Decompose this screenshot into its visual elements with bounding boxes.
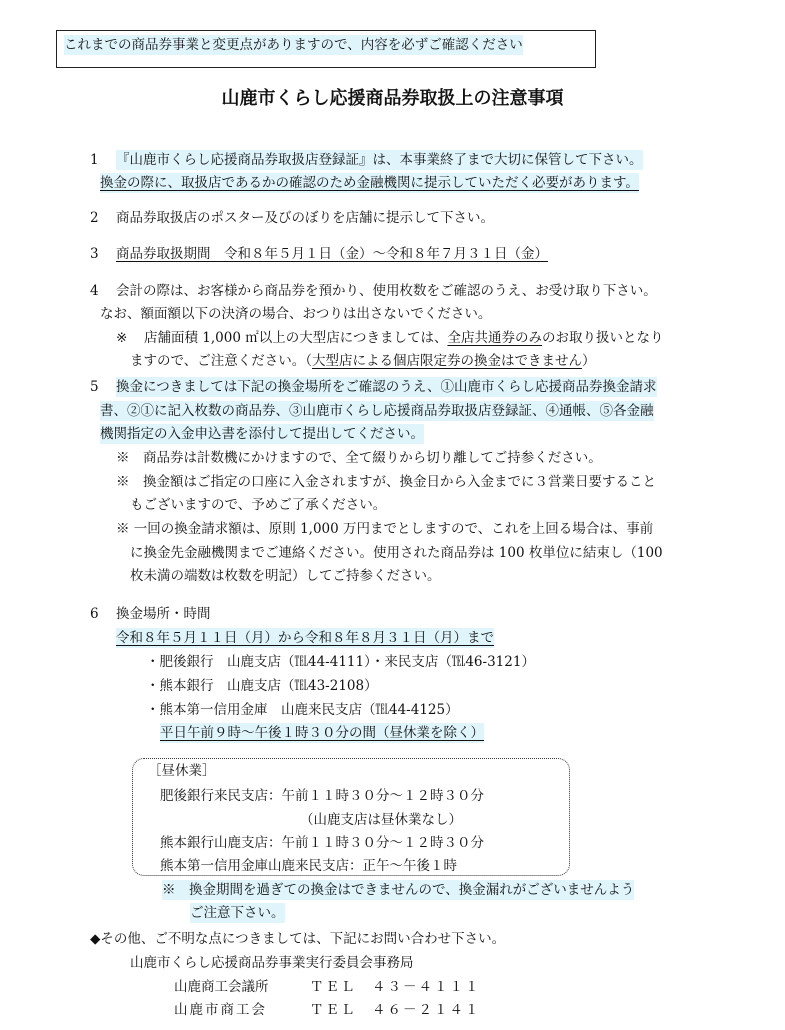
- lunch-line1-note: （山鹿支店は昼休業なし）: [300, 812, 462, 828]
- item1-number: 1: [90, 152, 99, 168]
- lunch-line3: 熊本第一信用金庫山鹿来民支店：正午～午後１時: [160, 858, 457, 874]
- item6-bank1: ・肥後銀行 山鹿支店（℡44-4111）・来民支店（℡46-3121）: [146, 654, 535, 670]
- item4-note-a: 店舗面積 1,000 ㎡以上の大型店につきましては、: [144, 330, 448, 346]
- item4-note-d: ますので、ご注意ください。（: [130, 353, 312, 369]
- item1-line1: 『山鹿市くらし応援商品券取扱店登録証』は、本事業終了まで大切に保管して下さい。: [116, 152, 643, 168]
- item2-number: 2: [90, 210, 99, 226]
- item4-line2: なお、額面額以下の決済の場合、おつりは出さないでください。: [100, 306, 492, 322]
- item4-note-mark: ※: [116, 330, 128, 346]
- item6-period: 令和８年５月１１日（月）から令和８年８月３１日（月）まで: [116, 630, 494, 646]
- item5-note3-line1: ※ 一回の換金請求額は、原則 1,000 万円までとしますので、これを上回る場合は、事前: [116, 521, 654, 537]
- lunch-line2: 熊本銀行山鹿支店：午前１１時３０分～１２時３０分: [160, 835, 484, 851]
- item3-text: 商品券取扱期間 令和８年５月１日（金）～令和８年７月３１日（金）: [116, 246, 548, 262]
- contact1-tel: ＴＥＬ ４３－４１１１: [310, 979, 481, 995]
- warning-line1: ※ 換金期間を過ぎての換金はできませんので、換金漏れがございませんよう: [162, 882, 635, 898]
- item5-note2-line2: もございますので、予めご了承ください。: [130, 497, 387, 513]
- item4-number: 4: [90, 283, 99, 299]
- lunch-line1: 肥後銀行来民支店：午前１１時３０分～１２時３０分: [160, 788, 484, 804]
- item6-number: 6: [90, 606, 99, 622]
- contact2-tel: ＴＥＬ ４６－２１４１: [310, 1002, 481, 1018]
- notice-text: これまでの商品券事業と変更点がありますので、内容を必ずご確認ください: [64, 37, 523, 53]
- item5-line3: 機関指定の入金申込書を添付して提出してください。: [100, 426, 424, 442]
- item5-note3-line2: に換金先金融機関までご連絡ください。使用された商品券は 100 枚単位に結束し（100: [130, 545, 663, 561]
- item4-note-b: 全店共通券のみ: [447, 330, 542, 346]
- item3-number: 3: [90, 246, 99, 262]
- contact1-name: 山鹿商工会議所: [174, 979, 269, 995]
- item1-line2: 換金の際に、取扱店であるかの確認のため金融機関に提示していただく必要があります。: [100, 175, 639, 191]
- lunch-label: ［昼休業］: [148, 763, 216, 779]
- item6-heading: 換金場所・時間: [116, 606, 211, 622]
- item4-note-line2: [130, 351, 595, 371]
- item6-hours: 平日午前９時～午後１時３０分の間（昼休業を除く）: [160, 725, 484, 741]
- item5-line2: 書、②①に記入枚数の商品券、③山鹿市くらし応援商品券取扱店登録証、④通帳、⑤各金融: [100, 403, 654, 419]
- item5-line1: 換金につきましては下記の換金場所をご確認のうえ、①山鹿市くらし応援商品券換金請求: [116, 379, 657, 395]
- warning-line2: ご注意下さい。: [190, 905, 285, 921]
- item5-note2-line1: ※ 換金額はご指定の口座に入金されますが、換金日から入金までに３営業日要すること: [116, 474, 656, 490]
- item4-note-e: 大型店による個店限定券の換金はできません: [311, 353, 582, 369]
- page-title: 山鹿市くらし応援商品券取扱上の注意事項: [221, 88, 564, 109]
- item4-note-f: ）: [581, 353, 596, 369]
- contact2-name: 山鹿市商工会: [174, 1002, 267, 1018]
- inquiry-text: ◆その他、ご不明な点につきましては、下記にお問い合わせ下さい。: [90, 931, 506, 947]
- item5-number: 5: [90, 379, 99, 395]
- item6-bank2: ・熊本銀行 山鹿支店（℡43-2108）: [146, 678, 378, 694]
- item5-note3-line3: 枚未満の端数は枚数を明記）してご持参ください。: [130, 568, 441, 584]
- item4-note-line1: [144, 328, 663, 348]
- item5-note1: ※ 商品券は計数機にかけますので、全て綴りから切り離してご持参ください。: [116, 450, 602, 466]
- org-name: 山鹿市くらし応援商品券事業実行委員会事務局: [130, 955, 414, 971]
- item4-note-c: のお取り扱いとなり: [541, 330, 664, 346]
- item6-bank3: ・熊本第一信用金庫 山鹿来民支店（℡44-4125）: [146, 702, 459, 718]
- item2-text: 商品券取扱店のポスター及びのぼりを店舗に提示して下さい。: [116, 210, 494, 226]
- item4-line1: 会計の際は、お客様から商品券を預かり、使用枚数をご確認のうえ、お受け取り下さい。: [116, 283, 657, 299]
